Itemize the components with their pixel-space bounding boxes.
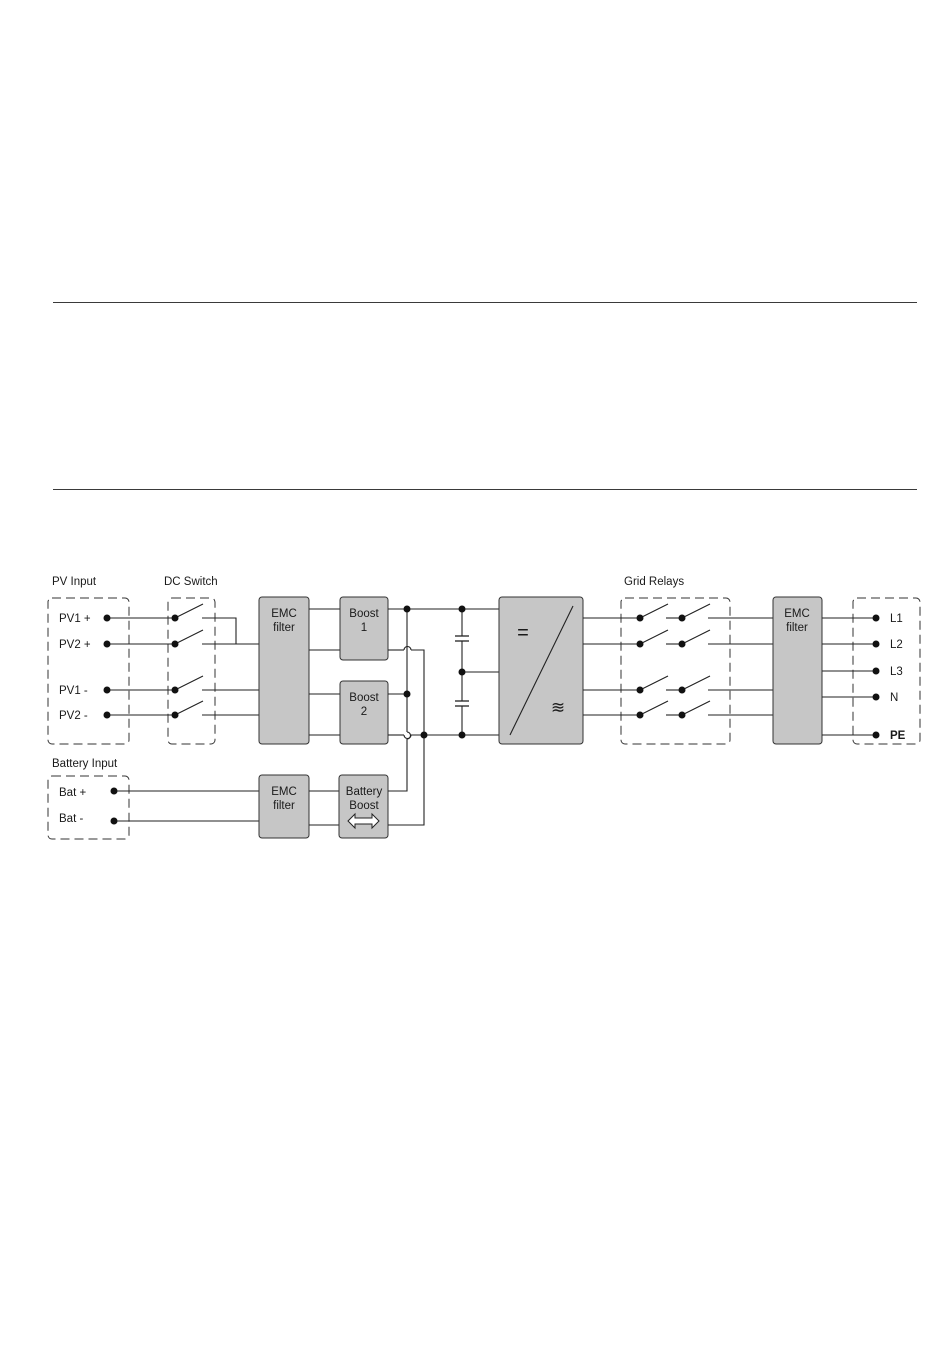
inverter-ac-symbol: ≋ xyxy=(550,698,566,717)
grid-relays-label: Grid Relays xyxy=(624,576,685,588)
dc-bus-wiring xyxy=(388,609,499,825)
battery-emc-filter-line2: filter xyxy=(273,800,295,812)
output-emc-filter-line2: filter xyxy=(786,622,808,634)
battery-input-label: Battery Input xyxy=(52,758,118,770)
pv1-minus-label: PV1 - xyxy=(59,685,88,697)
battery-boost-line2: Boost xyxy=(349,800,379,812)
battery-boost-line1: Battery xyxy=(345,786,383,798)
inverter-dc-symbol: = xyxy=(517,622,529,644)
pv-emc-filter-line2: filter xyxy=(273,622,295,634)
output-l1-label: L1 xyxy=(890,613,903,625)
output-l3-label: L3 xyxy=(890,666,903,678)
dc-bus-dots xyxy=(404,606,466,739)
pv2-minus-label: PV2 - xyxy=(59,710,88,722)
battery-wiring xyxy=(111,788,260,825)
ac-output-wiring xyxy=(583,604,773,715)
output-wiring xyxy=(822,615,880,739)
output-pe-label: PE xyxy=(890,730,906,742)
boost-1-line2: 1 xyxy=(360,622,368,634)
dc-switch-label: DC Switch xyxy=(164,576,218,588)
grid-relay-dots xyxy=(637,615,686,719)
bat-minus-label: Bat - xyxy=(59,813,84,825)
battery-emc-filter-line1: EMC xyxy=(271,786,297,798)
pv1-plus-label: PV1 + xyxy=(59,613,91,625)
emc-to-boost-wiring xyxy=(309,609,340,825)
pv-wiring xyxy=(107,604,259,715)
boost-2-line1: Boost xyxy=(349,692,379,704)
bat-plus-label: Bat + xyxy=(59,787,87,799)
output-emc-filter-line1: EMC xyxy=(784,608,810,620)
boost-2-line2: 2 xyxy=(360,706,368,718)
pv-emc-filter-line1: EMC xyxy=(271,608,297,620)
output-l2-label: L2 xyxy=(890,639,903,651)
pv-input-label: PV Input xyxy=(52,576,97,588)
output-n-label: N xyxy=(890,692,899,704)
pv2-plus-label: PV2 + xyxy=(59,639,91,651)
boost-1-line1: Boost xyxy=(349,608,379,620)
battery-input-enclosure xyxy=(48,776,129,839)
pv-terminal-dots xyxy=(104,615,179,719)
